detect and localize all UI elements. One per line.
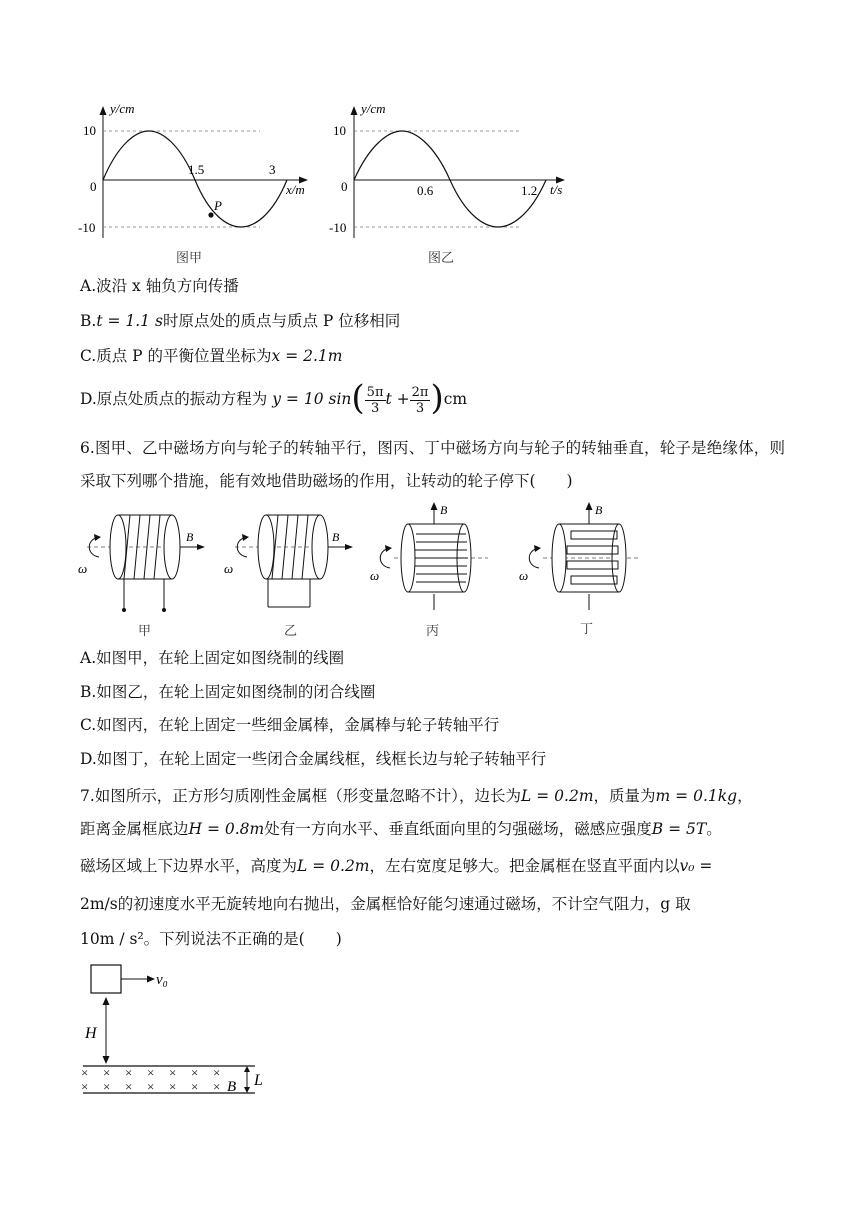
svg-text:L: L bbox=[254, 1072, 263, 1089]
svg-text:×: × bbox=[103, 1065, 111, 1080]
svg-text:-10: -10 bbox=[78, 220, 96, 235]
q6-option-d: D.如图丁，在轮上固定一些闭合金属线框，线框长边与轮子转轴平行 bbox=[80, 750, 547, 768]
q6-figure-yi bbox=[220, 505, 355, 620]
svg-text:B: B bbox=[595, 503, 603, 517]
svg-text:×: × bbox=[81, 1065, 89, 1080]
q6-stem: 6.图甲、乙中磁场方向与轮子的转轴平行，图丙、丁中磁场方向与轮子的转轴垂直，轮子是绝缘体，则采取下列哪个措施，能有效地借助磁场的作用，让转动的轮子停下( ) bbox=[80, 439, 785, 490]
svg-text:ω: ω bbox=[370, 568, 380, 583]
q5-option-b: B.t = 1.1 s时原点处的质点与质点 P 位移相同 bbox=[80, 312, 401, 330]
svg-text:ω: ω bbox=[519, 568, 529, 583]
svg-text:×: × bbox=[169, 1065, 177, 1080]
svg-text:0.6: 0.6 bbox=[417, 183, 434, 198]
q7-figure-frame-and-field bbox=[75, 960, 275, 1100]
q7-line-2: 距离金属框底边H = 0.8m处有一方向水平、垂直纸面向里的匀强磁场，磁感应强度B = 5T。 bbox=[80, 820, 722, 838]
svg-text:×: × bbox=[191, 1065, 199, 1080]
svg-text:×: × bbox=[213, 1079, 221, 1094]
svg-text:v₀: v₀ bbox=[156, 972, 168, 988]
svg-text:×: × bbox=[103, 1079, 111, 1094]
svg-text:×: × bbox=[191, 1079, 199, 1094]
q6-caption-ding: 丁 bbox=[580, 622, 594, 637]
wave-curve bbox=[103, 131, 287, 227]
q6-caption-bing: 丙 bbox=[426, 624, 440, 639]
q6-caption-jia: 甲 bbox=[138, 624, 152, 639]
q7-line-5: 10m / s²。下列说法不正确的是( ) bbox=[80, 930, 342, 948]
q7-line-1: 7.如图所示，正方形匀质刚性金属框（形变量忽略不计），边长为L = 0.2m，质量为m = 0.1kg， bbox=[80, 787, 753, 805]
q6-caption-yi: 乙 bbox=[284, 624, 298, 639]
svg-text:0: 0 bbox=[90, 179, 97, 194]
q6-option-b: B.如图乙，在轮上固定如图绕制的闭合线圈 bbox=[80, 683, 376, 701]
figure-b-caption: 图乙 bbox=[428, 251, 455, 266]
y-axis-label: y/cm bbox=[361, 101, 386, 116]
point-p-label: P bbox=[214, 198, 222, 213]
svg-text:-10: -10 bbox=[329, 220, 347, 235]
svg-text:ω: ω bbox=[224, 561, 234, 576]
svg-text:B: B bbox=[227, 1079, 237, 1095]
svg-text:1.5: 1.5 bbox=[188, 162, 205, 177]
svg-text:1.2: 1.2 bbox=[521, 183, 538, 198]
svg-text:×: × bbox=[213, 1065, 221, 1080]
q6-option-c: C.如图丙，在轮上固定一些细金属棒，金属棒与轮子转轴平行 bbox=[80, 716, 500, 734]
svg-text:3: 3 bbox=[269, 162, 276, 177]
svg-text:×: × bbox=[147, 1079, 155, 1094]
svg-text:ω: ω bbox=[78, 561, 88, 576]
vibration-curve bbox=[354, 131, 546, 227]
point-p-marker bbox=[208, 212, 213, 217]
svg-text:B: B bbox=[440, 503, 448, 517]
svg-text:×: × bbox=[147, 1065, 155, 1080]
metal-frame bbox=[91, 965, 121, 993]
svg-text:B: B bbox=[332, 530, 340, 544]
figure-a-caption: 图甲 bbox=[176, 251, 203, 266]
q7-line-3: 磁场区域上下边界水平，高度为L = 0.2m，左右宽度足够大。把金属框在竖直平面内以v₀ = bbox=[80, 857, 713, 875]
q6-figure-bing bbox=[368, 500, 493, 620]
svg-text:H: H bbox=[85, 1025, 97, 1042]
q5-option-a: A.波沿 x 轴负方向传播 bbox=[80, 277, 239, 295]
svg-text:×: × bbox=[169, 1079, 177, 1094]
svg-text:×: × bbox=[81, 1079, 89, 1094]
figure-a-wave-graph bbox=[70, 98, 320, 243]
figure-b-vibration-graph bbox=[327, 98, 577, 243]
svg-text:×: × bbox=[125, 1065, 133, 1080]
q5-option-c: C.质点 P 的平衡位置坐标为x = 2.1m bbox=[80, 347, 343, 365]
svg-text:10: 10 bbox=[333, 123, 346, 138]
q5-option-d: D.原点处质点的振动方程为 y = 10 sin( $\frac{5\pi}{3}$ t + $\frac{2\pi}{3}$ )cm bbox=[80, 378, 468, 418]
q7-line-4: 2m/s的初速度水平无旋转地向右抛出，金属框恰好能匀速通过磁场，不计空气阻力，g 取 bbox=[80, 895, 691, 913]
svg-text:×: × bbox=[125, 1079, 133, 1094]
x-axis-label: x/m bbox=[286, 182, 305, 197]
svg-text:0: 0 bbox=[341, 179, 348, 194]
y-axis-label: y/cm bbox=[110, 101, 135, 116]
svg-text:B: B bbox=[186, 530, 194, 544]
q6-figure-jia bbox=[72, 505, 207, 620]
q6-option-a: A.如图甲，在轮上固定如图绕制的线圈 bbox=[80, 649, 345, 667]
svg-text:10: 10 bbox=[83, 123, 96, 138]
q6-figure-ding bbox=[515, 500, 645, 620]
x-axis-label: t/s bbox=[550, 182, 563, 197]
